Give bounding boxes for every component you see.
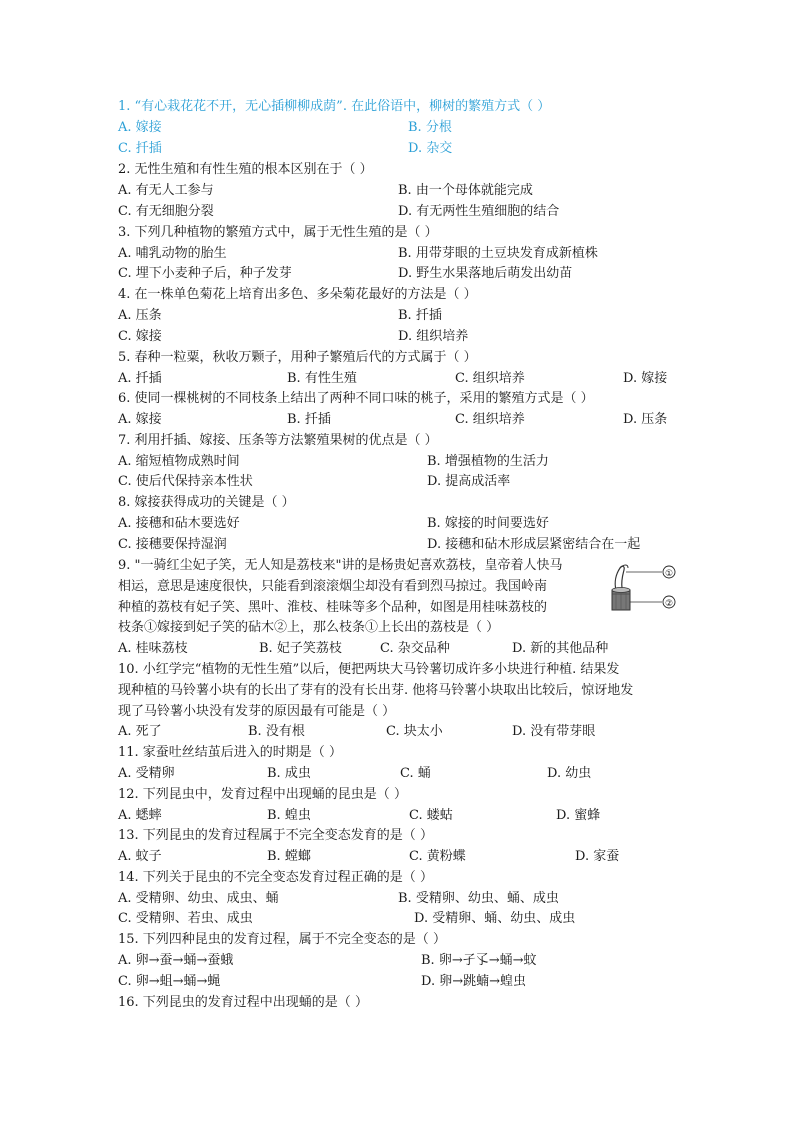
question-10-stem-line-2: 现种植的马铃薯小块有的长出了芽有的没有长出芽. 他将马铃薯小块取出比较后，惊讶地发	[118, 683, 634, 698]
grafting-figure	[606, 562, 686, 614]
question-2-option-b: B. 由一个母体就能完成	[398, 183, 533, 198]
figure-label-1: ①	[664, 569, 674, 579]
question-11-option-c: C. 蛹	[400, 766, 431, 781]
question-14-option-a: A. 受精卵、幼虫、成虫、蛹	[118, 891, 279, 906]
question-15-option-a: A. 卵→蚕→蛹→蚕蛾	[118, 953, 234, 968]
question-3-option-a: A. 哺乳动物的胎生	[118, 246, 227, 261]
question-13-stem: 13. 下列昆虫的发育过程属于不完全变态发育的是（ ）	[118, 828, 433, 843]
question-11-option-d: D. 幼虫	[547, 766, 592, 781]
question-9-option-d: D. 新的其他品种	[512, 641, 609, 656]
question-5-stem: 5. 春种一粒粟，秋收万颗子，用种子繁殖后代的方式属于（ ）	[118, 350, 477, 365]
question-11-option-a: A. 受精卵	[118, 766, 175, 781]
question-7-option-a: A. 缩短植物成熟时间	[118, 454, 240, 469]
question-9-stem-line-1: 9. "一骑红尘妃子笑，无人知是荔枝来"讲的是杨贵妃喜欢荔枝，皇帝着人快马	[118, 558, 563, 573]
question-9-stem-line-4: 枝条①嫁接到妃子笑的砧木②上，那么枝条①上长出的荔枝是（ ）	[118, 620, 500, 635]
question-12-option-d: D. 蜜蜂	[556, 808, 601, 823]
question-9-stem-line-3: 种植的荔枝有妃子笑、黑叶、淮枝、桂味等多个品种，如图是用桂味荔枝的	[118, 600, 548, 615]
question-15-option-b: B. 卵→孑孓→蛹→蚊	[421, 953, 537, 968]
question-6-stem: 6. 使同一棵桃树的不同枝条上结出了两种不同口味的桃子，采用的繁殖方式是（ ）	[118, 391, 594, 406]
question-1-option-a: A. 嫁接	[118, 120, 162, 135]
figure-label-2: ②	[664, 599, 674, 609]
question-1-option-b: B. 分根	[408, 120, 452, 135]
question-6-option-d: D. 压条	[623, 412, 668, 427]
question-2-option-d: D. 有无两性生殖细胞的结合	[398, 204, 560, 219]
question-13-option-d: D. 家蚕	[575, 849, 620, 864]
question-14-stem: 14. 下列关于昆虫的不完全变态发育过程正确的是（ ）	[118, 870, 433, 885]
scion-branch	[615, 566, 624, 590]
question-1-stem: 1. “有心栽花花不开，无心插柳柳成荫”. 在此俗语中，柳树的繁殖方式（ ）	[118, 99, 551, 114]
question-3-option-d: D. 野生水果落地后萌发出幼苗	[398, 266, 573, 281]
question-4-option-c: C. 嫁接	[118, 329, 162, 344]
question-12-option-b: B. 蝗虫	[267, 808, 311, 823]
question-10-stem-line-3: 现了马铃薯小块没有发芽的原因最有可能是（ ）	[118, 704, 396, 719]
question-13-option-a: A. 蚊子	[118, 849, 162, 864]
question-4-option-b: B. 扦插	[398, 308, 442, 323]
question-5-option-d: D. 嫁接	[623, 371, 668, 386]
question-9-option-c: C. 杂交品种	[380, 641, 450, 656]
question-13-option-b: B. 螳螂	[267, 849, 311, 864]
question-14-option-c: C. 受精卵、若虫、成虫	[118, 911, 253, 926]
question-5-option-a: A. 扦插	[118, 371, 162, 386]
question-7-stem: 7. 利用扦插、嫁接、压条等方法繁殖果树的优点是（ ）	[118, 433, 438, 448]
question-3-stem: 3. 下列几种植物的繁殖方式中，属于无性生殖的是（ ）	[118, 225, 438, 240]
question-6-option-a: A. 嫁接	[118, 412, 162, 427]
question-7-option-b: B. 增强植物的生活力	[427, 454, 549, 469]
question-9-stem-line-2: 相运，意思是速度很快，只能看到滚滚烟尘却没有看到烈马掠过。我国岭南	[118, 579, 548, 594]
question-15-option-d: D. 卵→跳蝻→蝗虫	[421, 974, 527, 989]
question-8-option-a: A. 接穗和砧木要选好	[118, 516, 240, 531]
question-1-option-c: C. 扦插	[118, 141, 162, 156]
question-2-option-a: A. 有无人工参与	[118, 183, 214, 198]
question-4-stem: 4. 在一株单色菊花上培育出多色、多朵菊花最好的方法是（ ）	[118, 287, 477, 302]
question-6-option-c: C. 组织培养	[455, 412, 525, 427]
question-3-option-b: B. 用带芽眼的土豆块发育成新植株	[398, 246, 598, 261]
question-10-option-d: D. 没有带芽眼	[512, 724, 596, 739]
question-11-stem: 11. 家蚕吐丝结茧后进入的时期是（ ）	[118, 745, 342, 760]
question-9-option-a: A. 桂味荔枝	[118, 641, 188, 656]
question-5-option-c: C. 组织培养	[455, 371, 525, 386]
question-10-option-b: B. 没有根	[248, 724, 305, 739]
question-15-option-c: C. 卵→蛆→蛹→蝇	[118, 974, 221, 989]
question-16-stem: 16. 下列昆虫的发育过程中出现蛹的是（ ）	[118, 995, 368, 1010]
question-7-option-d: D. 提高成活率	[427, 474, 511, 489]
question-12-option-a: A. 蟋蟀	[118, 808, 162, 823]
question-6-option-b: B. 扦插	[287, 412, 331, 427]
question-10-stem-line-1: 10. 小红学完“植物的无性生殖”以后，便把两块大马铃薯切成许多小块进行种植. 结果发	[118, 662, 620, 677]
question-15-stem: 15. 下列四种昆虫的发育过程，属于不完全变态的是（ ）	[118, 932, 446, 947]
question-14-option-b: B. 受精卵、幼虫、蛹、成虫	[398, 891, 559, 906]
question-8-option-d: D. 接穗和砧木形成层紧密结合在一起	[427, 537, 641, 552]
question-12-option-c: C. 蝼蛄	[409, 808, 453, 823]
question-8-option-c: C. 接穗要保持湿润	[118, 537, 227, 552]
question-7-option-c: C. 使后代保持亲本性状	[118, 474, 253, 489]
question-4-option-d: D. 组织培养	[398, 329, 469, 344]
question-2-option-c: C. 有无细胞分裂	[118, 204, 214, 219]
question-14-option-d: D. 受精卵、蛹、幼虫、成虫	[414, 911, 576, 926]
question-3-option-c: C. 埋下小麦种子后，种子发芽	[118, 266, 292, 281]
question-10-option-c: C. 块太小	[386, 724, 443, 739]
question-13-option-c: C. 黄粉蝶	[409, 849, 466, 864]
question-4-option-a: A. 压条	[118, 308, 162, 323]
question-11-option-b: B. 成虫	[267, 766, 311, 781]
question-9-option-b: B. 妃子笑荔枝	[259, 641, 342, 656]
question-8-option-b: B. 嫁接的时间要选好	[427, 516, 549, 531]
question-1-option-d: D. 杂交	[408, 141, 453, 156]
question-8-stem: 8. 嫁接获得成功的关键是（ ）	[118, 495, 295, 510]
question-12-stem: 12. 下列昆虫中，发育过程中出现蛹的昆虫是（ ）	[118, 787, 407, 802]
question-10-option-a: A. 死了	[118, 724, 162, 739]
question-2-stem: 2. 无性生殖和有性生殖的根本区别在于（ ）	[118, 162, 373, 177]
question-5-option-b: B. 有性生殖	[287, 371, 357, 386]
